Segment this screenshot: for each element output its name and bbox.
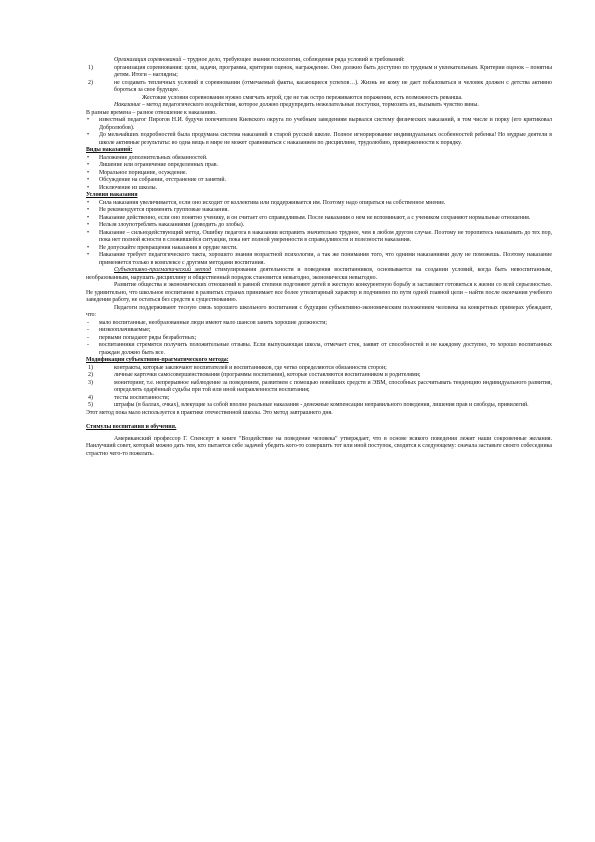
list-item-text: Лишение или ограничение определенных прав. <box>99 162 218 168</box>
list-item-text: Нельзя злоупотреблять наказаниями (доводить до злобы). <box>99 222 245 228</box>
pragmatic-lead: Субъективно-прагматический метод <box>114 267 212 273</box>
list-item <box>86 177 552 185</box>
numbered-item <box>86 365 552 373</box>
item-marker: 3) <box>88 379 93 386</box>
bullet-marker: - <box>87 342 89 348</box>
bullet-marker: • <box>87 252 90 258</box>
item-marker: 1) <box>88 64 93 71</box>
bullet-marker: • <box>87 117 90 123</box>
pragmatic-paragraph-3: Педагоги поддерживают тесную связь хорошего школьного воспитания с будущим субъективно-экономическим положением человека на конкретных примерах убеждают, что: <box>86 304 552 318</box>
pragmatic-text: стимулирования деятельности и поведения воспитанников, основывается на создании условий, когда быть невоспитанным, необразованным, нарушать дисциплину и общественный порядок становится невыгодно, экономически невыгодно. <box>86 267 553 281</box>
list-item-text: Наказание действенно, если оно понятно ученику, и он считает его справедливым. После наказания о нем не вспоминают, а с учеником сохраняют нормальные отношения. <box>99 214 531 221</box>
item-marker: 2) <box>88 372 93 378</box>
bullet-marker: • <box>87 169 90 176</box>
punishment-lead: Наказание <box>114 102 141 108</box>
list-item <box>86 170 552 178</box>
item-marker: 2) <box>88 79 93 86</box>
list-item-text: Обсуждение на собрании, отстранение от занятий. <box>99 177 227 183</box>
types-heading: Виды наказаний: <box>86 147 133 153</box>
bullet-marker: • <box>87 214 90 221</box>
intro-lead: Организация соревнований <box>114 57 182 63</box>
bullet-marker: • <box>87 207 90 213</box>
bullet-marker: • <box>87 184 90 191</box>
bullet-marker: • <box>87 177 90 183</box>
history-title: В разные времена – разное отношение к наказанию. <box>86 109 217 116</box>
list-item-text: Исключение из школы. <box>99 184 158 191</box>
conditions-heading: Условия наказания <box>86 192 138 198</box>
list-item <box>86 222 552 230</box>
list-item-text: Сила наказания увеличивается, если оно исходит от коллектива или поддерживается им. Поэтому надо опираться на собственное мнение. <box>99 199 446 206</box>
list-item <box>86 230 552 245</box>
document-body <box>86 57 552 458</box>
item-text: личные карточки самосовершенствования (программы воспитания), которые составляются воспитанником и родителями; <box>114 372 421 378</box>
item-text: контракты, которые заключают воспитателей и воспитанников, где четко определяются обязанности сторон; <box>114 364 387 371</box>
intro-text: – трудное дело, требующее знания психологии, соблюдения ряда условий и требований: <box>181 57 405 63</box>
punishment-def: – метод педагогического воздействия, которое должно предупредить нежелательные поступки, тормозить их, вызывать чувство вины. <box>140 102 479 108</box>
list-item <box>86 342 552 357</box>
list-item <box>86 162 552 170</box>
stimulus-heading: Стимулы воспитания и обучения. <box>86 424 177 430</box>
list-item <box>86 335 552 343</box>
list-item-text: Наказание требует педагогического такта, хорошего знания возрастной психологии, а так же понимания того, что одними наказаниями делу не поможешь. Поэтому наказание применяется только в комплексе с другими методами воспитания. <box>99 252 552 266</box>
list-item <box>86 155 552 163</box>
item-text: не создавать тепличных условий в соревновании (отмечаемый факты, касающиеся успехов…). Жизнь не кому не дает побаловаться и человек должен с детства активно бороться за свое будущее. <box>114 79 552 93</box>
item-text: мониторинг, т.е. непрерывное наблюдение за поведением, развитием с помощью новейших средств и ЭВМ, способных рассчитывать тенденцию индивидуального развития, определять одарённый судьбы при той или иной направленности воспитания; <box>114 379 552 393</box>
pragmatic-paragraph <box>86 267 552 282</box>
numbered-item <box>86 80 552 95</box>
list-item <box>86 252 552 267</box>
list-item-text: До мельчайших подробностей была продумана система наказаний в старой русской школе. Полное игнорирование индивидуальных особенностей ребенка! Но мудрые деятели в школе активные результаты: во одна вещь в мире не может сравниваться с наказанием по дисциплине, трудолюбию, приверженности к порядку. <box>99 132 552 146</box>
numbered-item <box>86 65 552 80</box>
stimulus-paragraph: Американский профессор Г. Спенсерт в книге "Воздействие на поведение человека" утверждает, что в основе всякого поведения лежит наши сокровенные желания. Наилучший совет, который можно дать тем, кто пытается себе задачей убедить кого-то совершить тот или иной поступок, сводится к следующему: сначала заставьте своего собеседника страстно чего-то пожелать. <box>86 435 552 457</box>
bullet-marker: • <box>87 199 90 206</box>
list-item-text: мало воспитанные, необразованные люди имеют мало шансов занять хорошие должности; <box>99 319 328 326</box>
list-item <box>86 327 552 335</box>
list-item <box>86 215 552 223</box>
bullet-marker: • <box>87 132 90 138</box>
list-item-text: Наложение дополнительных обязанностей. <box>99 154 208 161</box>
intro-conclusion: Жестокие условия соревнования нужно смягчать игрой, где не так остро переживаются поражения, есть возможность реванша. <box>142 94 463 101</box>
numbered-item <box>86 372 552 380</box>
section-spacer <box>86 417 552 424</box>
bullet-marker: • <box>87 222 90 228</box>
item-text: тесты воспитанности; <box>114 394 170 401</box>
numbered-item <box>86 402 552 410</box>
list-item-text: Не допускайте превращения наказания в орудие мести. <box>99 244 238 251</box>
item-text: организация соревнования: цели, задачи, программа, критерии оценок, награждение. Оно должно быть доступно по трудным и увлекательным. Критерии оценок – понятны детям. Итоги – наглядны; <box>114 64 552 78</box>
list-item <box>86 185 552 193</box>
bullet-marker: • <box>87 154 90 161</box>
bullet-marker: • <box>87 162 90 168</box>
list-item <box>86 200 552 208</box>
list-item-text: известный педагог Пирогов Н.И. будучи попечителем Киевского округа по учебным заведениям вырвался систему физических наказаний, в том числе и порку (его критиковал Добролюбов). <box>99 117 552 131</box>
modifications-heading: Модификации субъективно-прагматического метода: <box>86 357 229 363</box>
list-item <box>86 132 552 147</box>
list-item <box>86 320 552 328</box>
bullet-marker: • <box>87 244 90 251</box>
pragmatic-closing: Этот метод пока мало используется в практике отечественной школы. Это метод завтрашнего дня. <box>86 409 333 416</box>
bullet-marker: - <box>87 319 89 326</box>
list-item-text: Моральное порицание, осуждение. <box>99 169 187 176</box>
list-item-text: Наказание – сильнодействующий метод. Ошибку педагога в наказании исправить значительно труднее, чем в любом другом случае. Поэтому не торопитесь наказывать до тех пор, пока нет полной ясности в сложившейся ситуации, пока нет полной уверенности в справедливости и полезности наказания. <box>99 229 552 243</box>
item-marker: 4) <box>88 394 93 401</box>
pragmatic-paragraph-2: Развитие общества и экономических отношений в равной степени подгоняют детей в жесткую конкурентную борьбу и заставляет готовиться к жизни со всей серьезностью. Не удивительно, что школьное воспитание в развитых странах принимает все более утилитарный характер и подчинено по пути одной главной цели – найти после окончания учебного заведения работу, не остаться без средств к существованию. <box>86 282 552 303</box>
list-item <box>86 245 552 253</box>
list-item <box>86 117 552 132</box>
bullet-marker: • <box>87 229 90 236</box>
bullet-marker: - <box>87 327 89 333</box>
punishment-definition <box>86 102 552 110</box>
intro-paragraph <box>86 57 552 65</box>
list-item-text: первыми попадают ряды безработных; <box>99 334 197 341</box>
item-text: штрафы (в баллах, очках), влекущие за собой вполне реальные наказания - денежные компенсации неправильного поведения, лишения прав и свободы, привилегий. <box>114 402 529 408</box>
list-item <box>86 207 552 215</box>
bullet-marker: - <box>87 334 89 341</box>
numbered-item <box>86 395 552 403</box>
list-item-text: низкооплачиваемые; <box>99 327 151 333</box>
item-marker: 5) <box>88 402 93 408</box>
list-item-text: воспитанники стремятся получить положительные отзывы. Если выпускающая школа, отмечает стек, заявит от способностей и не каждому доступно, то хорошо воспитанных граждан должно быть все. <box>99 342 552 356</box>
numbered-item <box>86 380 552 395</box>
list-item-text: Не рекомендуется применять групповые наказания. <box>99 207 229 213</box>
item-marker: 1) <box>88 364 93 371</box>
